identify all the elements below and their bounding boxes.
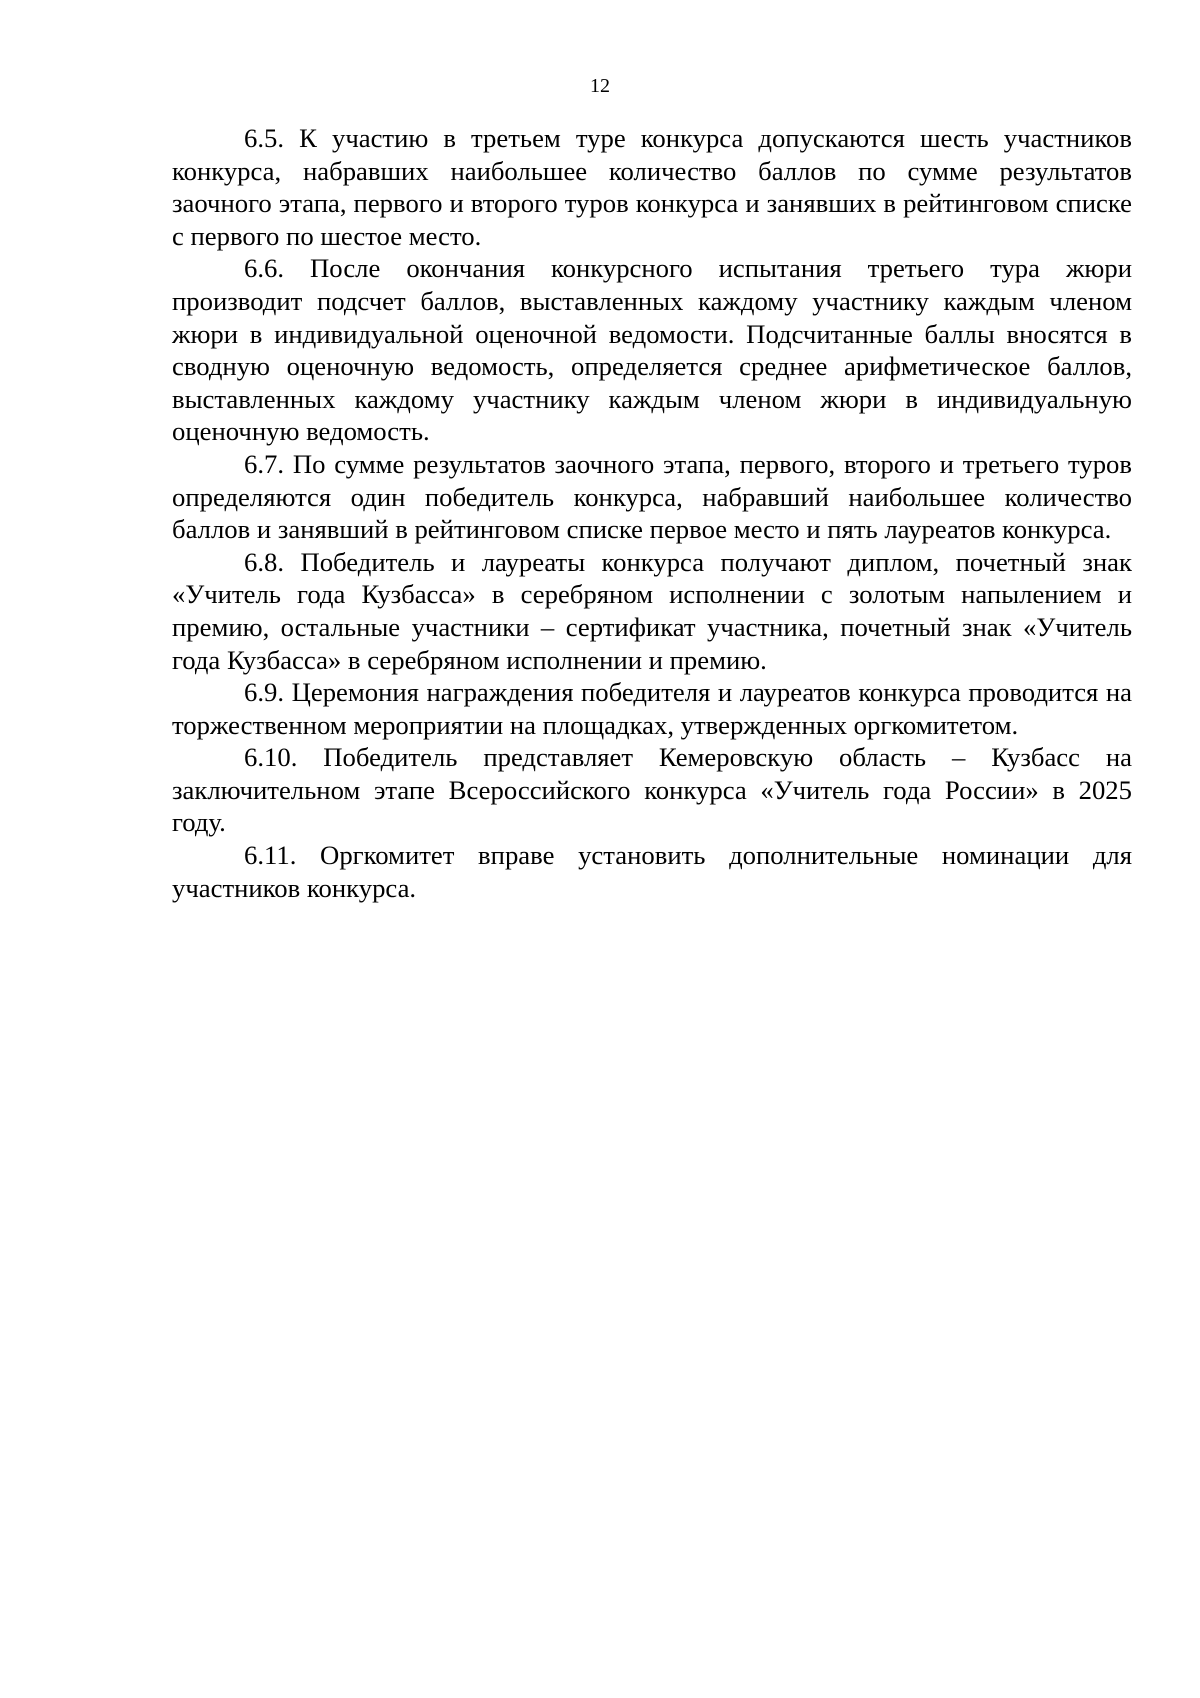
paragraph-6-9: 6.9. Церемония награждения победителя и лауреатов конкурса проводится на торжественном мероприятии на площадках, утвержденных оргкомитетом. xyxy=(172,677,1132,740)
paragraph-6-5: 6.5. К участию в третьем туре конкурса допускаются шесть участников конкурса, набравших наибольшее количество баллов по сумме результатов заочного этапа, первого и второго туров конкурса и занявших в рейтинговом списке с первого по шестое место. xyxy=(172,123,1132,251)
page-number: 12 xyxy=(590,75,610,97)
paragraph-6-6: 6.6. После окончания конкурсного испытания третьего тура жюри производит подсчет баллов, выставленных каждому участнику каждым членом жюри в индивидуальной оценочной ведомости. Подсчитанные баллы вносятся в сводную оценочную ведомость, определяется среднее арифметическое баллов, выставленных каждому участнику каждым членом жюри в индивидуальную оценочную ведомость. xyxy=(172,253,1132,447)
paragraph-6-8: 6.8. Победитель и лауреаты конкурса получают диплом, почетный знак «Учитель года Кузбасса» в серебряном исполнении с золотым напылением и премию, остальные участники – сертификат участника, почетный знак «Учитель года Кузбасса» в серебряном исполнении и премию. xyxy=(172,546,1132,675)
paragraph-6-10: 6.10. Победитель представляет Кемеровскую область – Кузбасс на заключительном этапе Всероссийского конкурса «Учитель года России» в 2025 году. xyxy=(172,742,1132,838)
paragraph-6-11: 6.11. Оргкомитет вправе установить дополнительные номинации для участников конкурса. xyxy=(172,840,1132,903)
paragraph-6-7: 6.7. По сумме результатов заочного этапа, первого, второго и третьего туров определяются один победитель конкурса, набравший наибольшее количество баллов и занявший в рейтинговом списке первое место и пять лауреатов конкурса. xyxy=(172,448,1132,545)
document-body xyxy=(172,122,1132,904)
